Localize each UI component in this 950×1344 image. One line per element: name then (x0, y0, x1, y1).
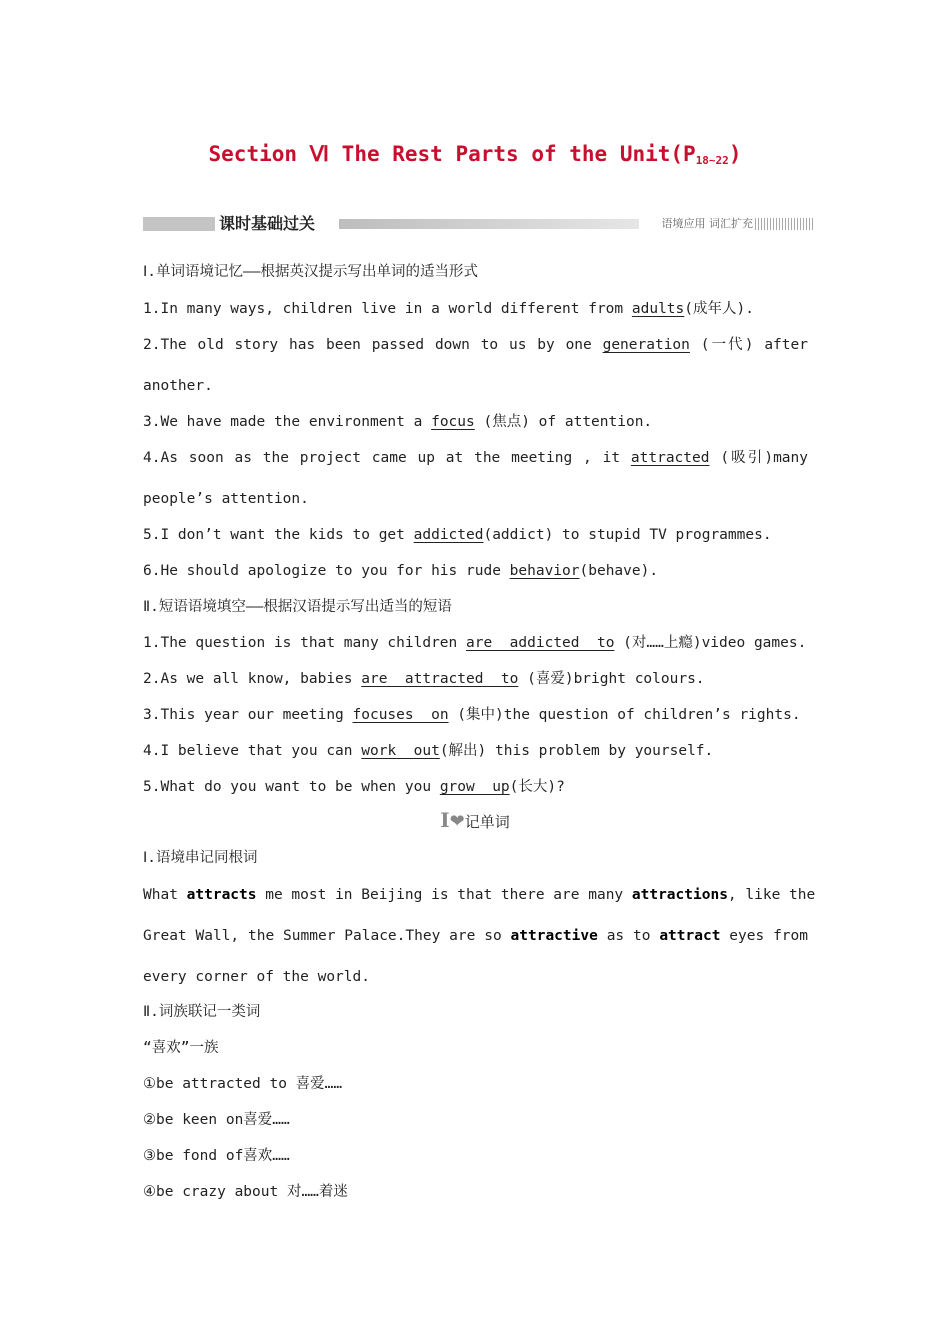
sec1-q6: 6.He should apologize to you for his rude behavior(behave). (143, 563, 659, 579)
answer: grow up (439, 779, 510, 795)
sec1-q1: 1.In many ways, children live in a world different from adults(成年人). (143, 301, 754, 317)
sec1-q3: 3.We have made the environment a focus (焦点) of attention. (143, 414, 653, 430)
sec3-line1: What attracts me most in Beijing is that there are many attractions, like the (143, 887, 816, 903)
sec2-q4: 4.I believe that you can work out(解出) this problem by yourself. (143, 743, 714, 759)
sec4-heading: Ⅱ.词族联记一类词 (143, 1004, 261, 1020)
banner-stripes (755, 218, 815, 230)
sec2-q1: 1.The question is that many children are addicted to (对……上瘾)video games. (143, 635, 807, 651)
sec4-family: “喜欢”一族 (143, 1040, 219, 1056)
memorize-words-heading: I❤记单词 (440, 808, 510, 832)
phrase-item: ②be keen on喜爱…… (143, 1112, 290, 1128)
answer: work out (361, 743, 440, 759)
section-banner (143, 213, 815, 235)
phrase-item: ①be attracted to 喜爱…… (143, 1076, 343, 1092)
sec1-q2: 2.The old story has been passed down to us by one generation (一代) after (143, 337, 808, 353)
answer: focuses on (352, 707, 449, 723)
sec2-q2: 2.As we all know, babies are attracted to (喜爱)bright colours. (143, 671, 705, 687)
answer: are attracted to (361, 671, 519, 687)
sec1-heading: Ⅰ.单词语境记忆——根据英汉提示写出单词的适当形式 (143, 264, 478, 280)
answer: attracted (630, 450, 710, 466)
sec1-q4-cont: people’s attention. (143, 491, 309, 507)
answer: adults (631, 301, 685, 317)
page-title: Section Ⅵ The Rest Parts of the $Unit(P_{18\sim 22})$ (208, 142, 742, 167)
sec3-line3: every corner of the world. (143, 969, 370, 985)
phrase-item: ③be fond of喜欢…… (143, 1148, 290, 1164)
banner-bar-left (143, 217, 215, 231)
heart-icon: ❤ (449, 811, 465, 832)
answer: are addicted to (466, 635, 615, 651)
answer: focus (431, 414, 475, 430)
banner-bar-mid (339, 219, 639, 229)
letter-i-logo: I (440, 808, 450, 832)
sec2-q5: 5.What do you want to be when you grow up(长大)? (143, 779, 565, 795)
banner-label: 课时基础过关 (216, 213, 318, 235)
sec1-q2-cont: another. (143, 378, 213, 394)
sec3-heading: Ⅰ.语境串记同根词 (143, 850, 258, 866)
phrase-item: ④be crazy about 对……着迷 (143, 1184, 348, 1200)
answer: generation (602, 337, 690, 353)
sec1-q4: 4.As soon as the project came up at the meeting , it attracted (吸引)many (143, 450, 808, 466)
sec2-heading: Ⅱ.短语语境填空——根据汉语提示写出适当的短语 (143, 599, 452, 615)
sec1-q5: 5.I don’t want the kids to get addicted(addict) to stupid TV programmes. (143, 527, 772, 543)
answer: addicted (413, 527, 484, 543)
sec2-q3: 3.This year our meeting focuses on (集中)the question of children’s rights. (143, 707, 801, 723)
answer: behavior (509, 563, 580, 579)
sec3-line2: Great Wall, the Summer Palace.They are so attractive as to attract eyes from (143, 928, 808, 944)
banner-right-label: 语境应用 词汇扩充 (661, 217, 753, 230)
